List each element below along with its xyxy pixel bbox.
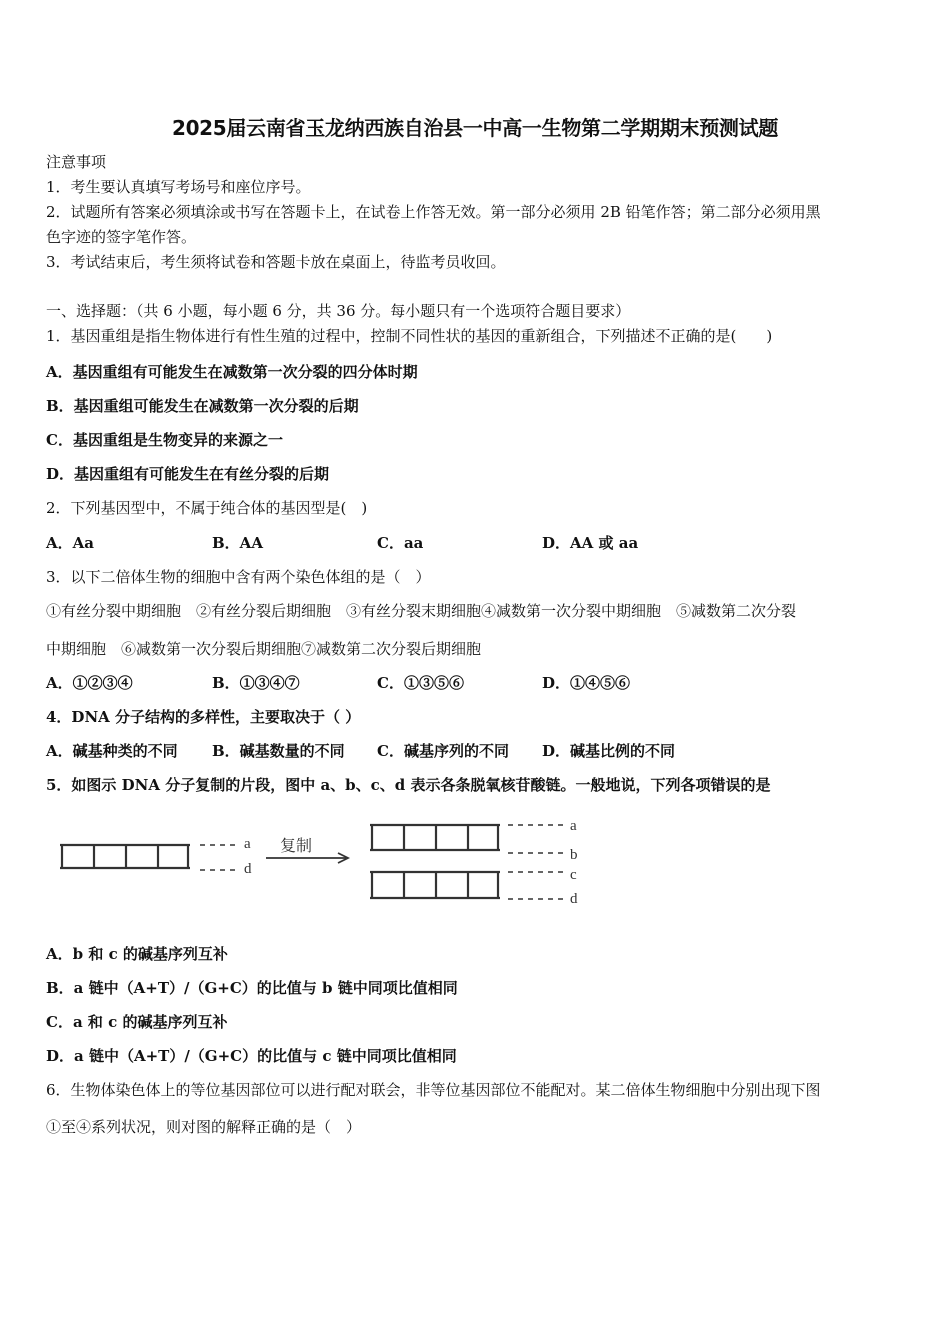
q2-option-d: D．AA 或 aa <box>542 534 639 552</box>
arrow-label: 复制 <box>280 836 313 855</box>
q3-option-c: C．①③⑤⑥ <box>377 674 464 692</box>
label-b-right: b <box>570 847 578 863</box>
q1-option-c: C．基因重组是生物变异的来源之一 <box>46 431 283 449</box>
q4-option-d: D．碱基比例的不同 <box>542 742 676 760</box>
label-a-right: a <box>570 818 577 834</box>
label-a-left: a <box>244 836 251 852</box>
q5-option-b: B．a 链中（A+T）/（G+C）的比值与 b 链中同项比值相同 <box>46 979 458 997</box>
exam-title: 2025届云南省玉龙纳西族自治县一中高一生物第二学期期末预测试题 <box>171 116 779 140</box>
q2-option-a: A．Aa <box>46 534 94 552</box>
q3-option-d: D．①④⑤⑥ <box>542 674 631 692</box>
q3-stem: 3．以下二倍体生物的细胞中含有两个染色体组的是（ ） <box>46 568 431 586</box>
q5-option-a: A．b 和 c 的碱基序列互补 <box>46 945 228 963</box>
label-c-right: c <box>570 867 577 883</box>
q3-option-a: A．①②③④ <box>46 674 133 692</box>
label-d-left: d <box>244 861 252 877</box>
q4-option-b: B．碱基数量的不同 <box>212 742 345 760</box>
notice-item: 3．考试结束后，考生须将试卷和答题卡放在桌面上，待监考员收回。 <box>46 253 506 271</box>
q4-option-a: A．碱基种类的不同 <box>46 742 178 760</box>
label-d-right: d <box>570 891 578 907</box>
q5-option-c: C．a 和 c 的碱基序列互补 <box>46 1013 228 1031</box>
dna-replication-figure <box>54 815 594 915</box>
q4-option-c: C．碱基序列的不同 <box>377 742 509 760</box>
q1-option-b: B．基因重组可能发生在减数第一次分裂的后期 <box>46 397 359 415</box>
section-heading: 一、选择题：（共 6 小题，每小题 6 分，共 36 分。每小题只有一个选项符合题目要求） <box>46 302 631 320</box>
q6-stem-line1: 6．生物体染色体上的等位基因部位可以进行配对联会，非等位基因部位不能配对。某二倍体生物细胞中分别出现下图 <box>46 1081 821 1099</box>
q2-option-c: C．aa <box>377 534 424 552</box>
q3-option-b: B．①③④⑦ <box>212 674 300 692</box>
q1-option-a: A．基因重组有可能发生在减数第一次分裂的四分体时期 <box>46 363 418 381</box>
q5-option-d: D．a 链中（A+T）/（G+C）的比值与 c 链中同项比值相同 <box>46 1047 457 1065</box>
q1-option-d: D．基因重组有可能发生在有丝分裂的后期 <box>46 465 330 483</box>
q6-stem-line2: ①至④系列状况，则对图的解释正确的是（ ） <box>46 1118 362 1136</box>
notice-item: 色字迹的签字笔作答。 <box>46 228 197 246</box>
q3-items-line1: ①有丝分裂中期细胞 ②有丝分裂后期细胞 ③有丝分裂末期细胞④减数第一次分裂中期细胞 ⑤减数第二次分裂 <box>46 602 797 620</box>
q2-stem: 2．下列基因型中，不属于纯合体的基因型是( ) <box>46 499 368 517</box>
q1-stem: 1．基因重组是指生物体进行有性生殖的过程中，控制不同性状的基因的重新组合，下列描述不正确的是( ) <box>46 327 773 345</box>
q2-option-b: B．AA <box>212 534 263 552</box>
notice-item: 1．考生要认真填写考场号和座位序号。 <box>46 178 311 196</box>
q3-items-line2: 中期细胞 ⑥减数第一次分裂后期细胞⑦减数第二次分裂后期细胞 <box>46 640 482 658</box>
notice-heading: 注意事项 <box>46 153 107 171</box>
q5-stem: 5．如图示 DNA 分子复制的片段，图中 a、b、c、d 表示各条脱氧核苷酸链。一般地说，下列各项错误的是 <box>46 776 771 794</box>
q4-stem: 4．DNA 分子结构的多样性，主要取决于（ ） <box>46 708 361 726</box>
notice-item: 2．试题所有答案必须填涂或书写在答题卡上，在试卷上作答无效。第一部分必须用 2B 铅笔作答；第二部分必须用黑 <box>46 203 821 221</box>
